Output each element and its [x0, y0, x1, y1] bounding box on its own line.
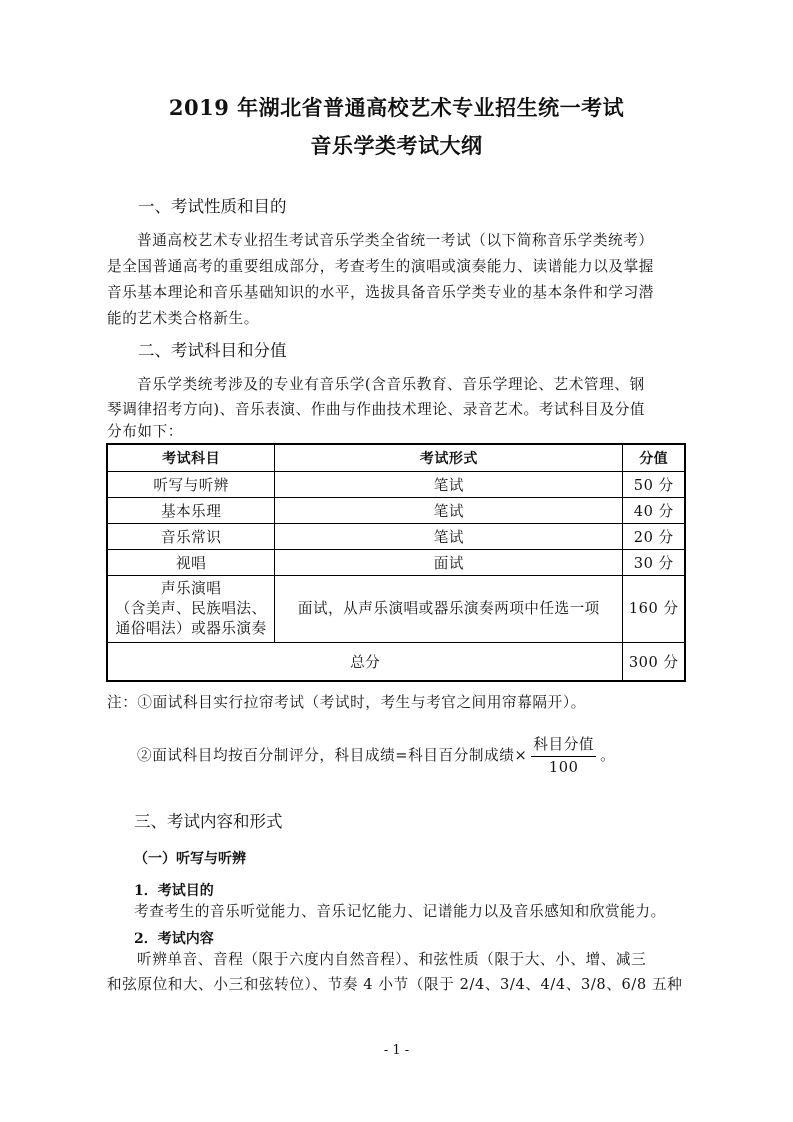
cell-subject: 视唱	[107, 550, 275, 576]
column-header-subject: 考试科目	[107, 444, 275, 472]
cell-form: 笔试	[275, 498, 623, 524]
item2-heading: 2．考试内容	[134, 931, 214, 947]
paragraph-line: 是全国普通高考的重要组成部分，考查考生的演唱或演奏能力、读谱能力以及掌握	[107, 258, 654, 275]
paragraph-line: 和弦原位和大、小三和弦转位）、节奏 4 小节（限于 2/4、3/4、4/4、3/8、6/8 五种	[107, 976, 683, 993]
table-row	[107, 524, 685, 550]
cell-score: 40 分	[623, 498, 685, 524]
paragraph-line: 分布如下：	[107, 423, 183, 440]
note-1: 注：①面试科目实行拉帘考试（考试时，考生与考官之间用帘幕隔开）。	[107, 694, 586, 711]
item1-text: 考查考生的音乐听觉能力、音乐记忆能力、记谱能力以及音乐感知和欣赏能力。	[134, 903, 666, 920]
table-row	[107, 550, 685, 576]
column-header-score: 分值	[623, 444, 685, 472]
cell-subject	[107, 576, 275, 643]
cell-subject-line: 声乐演唱	[160, 580, 222, 597]
fraction-numerator: 科目分值	[531, 736, 596, 757]
section3-heading: 三、考试内容和形式	[134, 812, 283, 831]
paragraph-line: 音乐学类统考涉及的专业有音乐学(含音乐教育、音乐学理论、艺术管理、钢	[137, 376, 645, 393]
cell-total-score: 300 分	[623, 643, 685, 682]
item1-heading: 1．考试目的	[134, 883, 214, 899]
document-title-line1: 2019 年湖北省普通高校艺术专业招生统一考试	[168, 95, 625, 120]
note-2	[137, 734, 615, 778]
cell-form: 笔试	[275, 472, 623, 498]
table-row	[107, 472, 685, 498]
paragraph-line: 普通高校艺术专业招生考试音乐学类全省统一考试（以下简称音乐学类统考）	[137, 232, 654, 249]
cell-form: 面试，从声乐演唱或器乐演奏两项中任选一项	[275, 576, 623, 643]
subsection-heading: （一）听写与听辨	[134, 851, 246, 867]
cell-score: 30 分	[623, 550, 685, 576]
subjects-score-table	[106, 443, 686, 682]
fraction-denominator: 100	[548, 758, 579, 776]
section1-heading: 一、考试性质和目的	[138, 197, 287, 216]
section2-heading: 二、考试科目和分值	[138, 341, 287, 360]
table-header-row	[107, 444, 685, 472]
table-total-row	[107, 643, 685, 682]
cell-form: 面试	[275, 550, 623, 576]
paragraph-line: 听辨单音、音程（限于六度内自然音程）、和弦性质（限于大、小、增、减三	[137, 951, 647, 968]
note-2-text: ②面试科目均按百分制评分，科目成绩=科目百分制成绩×	[137, 747, 528, 764]
cell-subject: 基本乐理	[107, 498, 275, 524]
table-row	[107, 498, 685, 524]
document-title-line2: 音乐学类考试大纲	[310, 133, 483, 158]
page-number: - 1 -	[383, 1043, 410, 1058]
cell-score: 20 分	[623, 524, 685, 550]
cell-score: 160 分	[623, 576, 685, 643]
cell-form: 笔试	[275, 524, 623, 550]
paragraph-line: 能的艺术类合格新生。	[107, 310, 259, 327]
cell-subject-line: 通俗唱法）或器乐演奏	[115, 620, 267, 637]
cell-subject: 听写与听辨	[107, 472, 275, 498]
score-fraction	[531, 736, 596, 777]
paragraph-line: 音乐基本理论和音乐基础知识的水平，选拔具备音乐学类专业的基本条件和学习潜	[107, 284, 654, 301]
note-2-end: 。	[600, 747, 616, 764]
cell-total-label: 总分	[107, 643, 623, 682]
table-row	[107, 576, 685, 643]
column-header-form: 考试形式	[275, 444, 623, 472]
cell-score: 50 分	[623, 472, 685, 498]
cell-subject: 音乐常识	[107, 524, 275, 550]
cell-subject-line: （含美声、民族唱法、	[115, 600, 267, 617]
paragraph-line: 琴调律招考方向)、音乐表演、作曲与作曲技术理论、录音艺术。考试科目及分值	[107, 401, 646, 418]
